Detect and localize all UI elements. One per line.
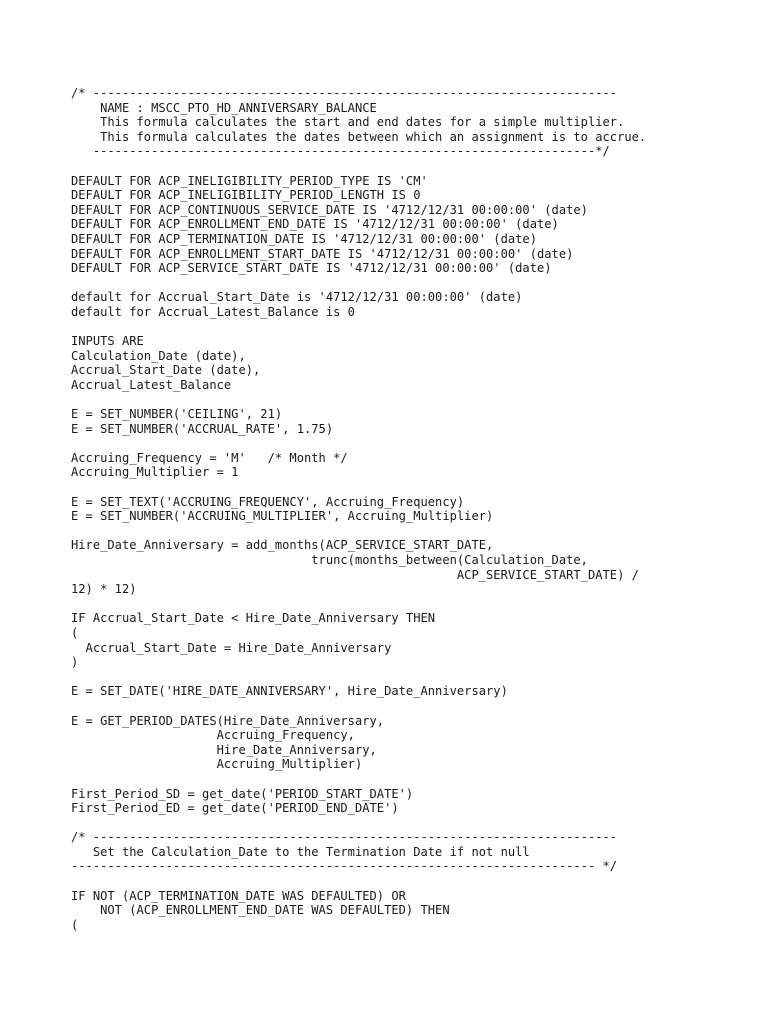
code-line <box>71 874 646 889</box>
code-line: /* ------------------------------------------------------------------------ <box>71 830 618 845</box>
formula-code-block <box>71 86 646 932</box>
code-line: Set the Calculation_Date to the Termination Date if not null <box>71 844 530 859</box>
code-line <box>71 159 646 174</box>
code-line: Accruing_Frequency, <box>71 728 355 743</box>
code-line: ( <box>71 917 79 932</box>
code-line: ( <box>71 625 79 640</box>
code-line <box>71 320 646 335</box>
code-line: default for Accrual_Latest_Balance is 0 <box>71 304 355 319</box>
code-line: ---------------------------------------------------------------------*/ <box>71 144 610 159</box>
code-line <box>71 276 646 291</box>
code-line: Accrual_Start_Date (date), <box>71 363 261 378</box>
code-line: Accruing_Multiplier) <box>71 757 363 772</box>
code-line <box>71 699 646 714</box>
code-line: Accrual_Start_Date = Hire_Date_Anniversary <box>71 640 392 655</box>
code-line: DEFAULT FOR ACP_TERMINATION_DATE IS '4712/12/31 00:00:00' (date) <box>71 231 537 246</box>
code-line <box>71 436 646 451</box>
code-line: Accruing_Frequency = 'M' /* Month */ <box>71 450 348 465</box>
code-line <box>71 816 646 831</box>
code-line: Hire_Date_Anniversary, <box>71 742 377 757</box>
code-line: /* ------------------------------------------------------------------------ <box>71 86 618 100</box>
code-line: First_Period_ED = get_date('PERIOD_END_DATE') <box>71 801 399 816</box>
code-line: INPUTS ARE <box>71 334 144 349</box>
code-line: E = SET_TEXT('ACCRUING_FREQUENCY', Accruing_Frequency) <box>71 494 465 509</box>
code-line: ACP_SERVICE_START_DATE) / <box>71 567 639 582</box>
code-line: This formula calculates the dates between which an assignment is to accrue. <box>71 129 647 144</box>
code-line <box>71 597 646 612</box>
code-line: trunc(months_between(Calculation_Date, <box>71 553 588 567</box>
code-line: DEFAULT FOR ACP_INELIGIBILITY_PERIOD_TYPE IS 'CM' <box>71 173 428 188</box>
code-line: First_Period_SD = get_date('PERIOD_START_DATE') <box>71 786 414 801</box>
code-line: E = SET_NUMBER('ACCRUING_MULTIPLIER', Accruing_Multiplier) <box>71 509 494 524</box>
code-line: This formula calculates the start and end dates for a simple multiplier. <box>71 115 625 130</box>
code-line: NAME : MSCC_PTO_HD_ANNIVERSARY_BALANCE <box>71 100 377 115</box>
code-line: DEFAULT FOR ACP_SERVICE_START_DATE IS '4712/12/31 00:00:00' (date) <box>71 261 552 276</box>
code-line <box>71 772 646 787</box>
code-line: DEFAULT FOR ACP_CONTINUOUS_SERVICE_DATE IS '4712/12/31 00:00:00' (date) <box>71 202 588 217</box>
code-line: DEFAULT FOR ACP_ENROLLMENT_END_DATE IS '4712/12/31 00:00:00' (date) <box>71 217 559 232</box>
code-line: Accruing_Multiplier = 1 <box>71 465 239 480</box>
code-line: NOT (ACP_ENROLLMENT_END_DATE WAS DEFAULTED) THEN <box>71 903 450 918</box>
code-line: E = GET_PERIOD_DATES(Hire_Date_Anniversary, <box>71 713 385 728</box>
code-line: IF Accrual_Start_Date < Hire_Date_Anniversary THEN <box>71 611 436 626</box>
code-line: E = SET_DATE('HIRE_DATE_ANNIVERSARY', Hire_Date_Anniversary) <box>71 684 508 699</box>
code-line: Calculation_Date (date), <box>71 348 246 363</box>
code-line: DEFAULT FOR ACP_ENROLLMENT_START_DATE IS '4712/12/31 00:00:00' (date) <box>71 246 574 261</box>
code-line: default for Accrual_Start_Date is '4712/12/31 00:00:00' (date) <box>71 290 523 305</box>
code-line <box>71 480 646 495</box>
code-line: Accrual_Latest_Balance <box>71 377 232 392</box>
code-line: 12) * 12) <box>71 582 137 597</box>
code-line <box>71 524 646 539</box>
code-line: ) <box>71 655 79 670</box>
code-line: IF NOT (ACP_TERMINATION_DATE WAS DEFAULTED) OR <box>71 888 406 903</box>
code-line: DEFAULT FOR ACP_INELIGIBILITY_PERIOD_LENGTH IS 0 <box>71 188 421 203</box>
code-line: E = SET_NUMBER('CEILING', 21) <box>71 407 283 422</box>
code-line: E = SET_NUMBER('ACCRUAL_RATE', 1.75) <box>71 421 334 436</box>
code-line: ------------------------------------------------------------------------ */ <box>71 859 618 874</box>
code-line <box>71 670 646 685</box>
code-line <box>71 392 646 407</box>
code-line: Hire_Date_Anniversary = add_months(ACP_SERVICE_START_DATE, <box>71 538 494 553</box>
